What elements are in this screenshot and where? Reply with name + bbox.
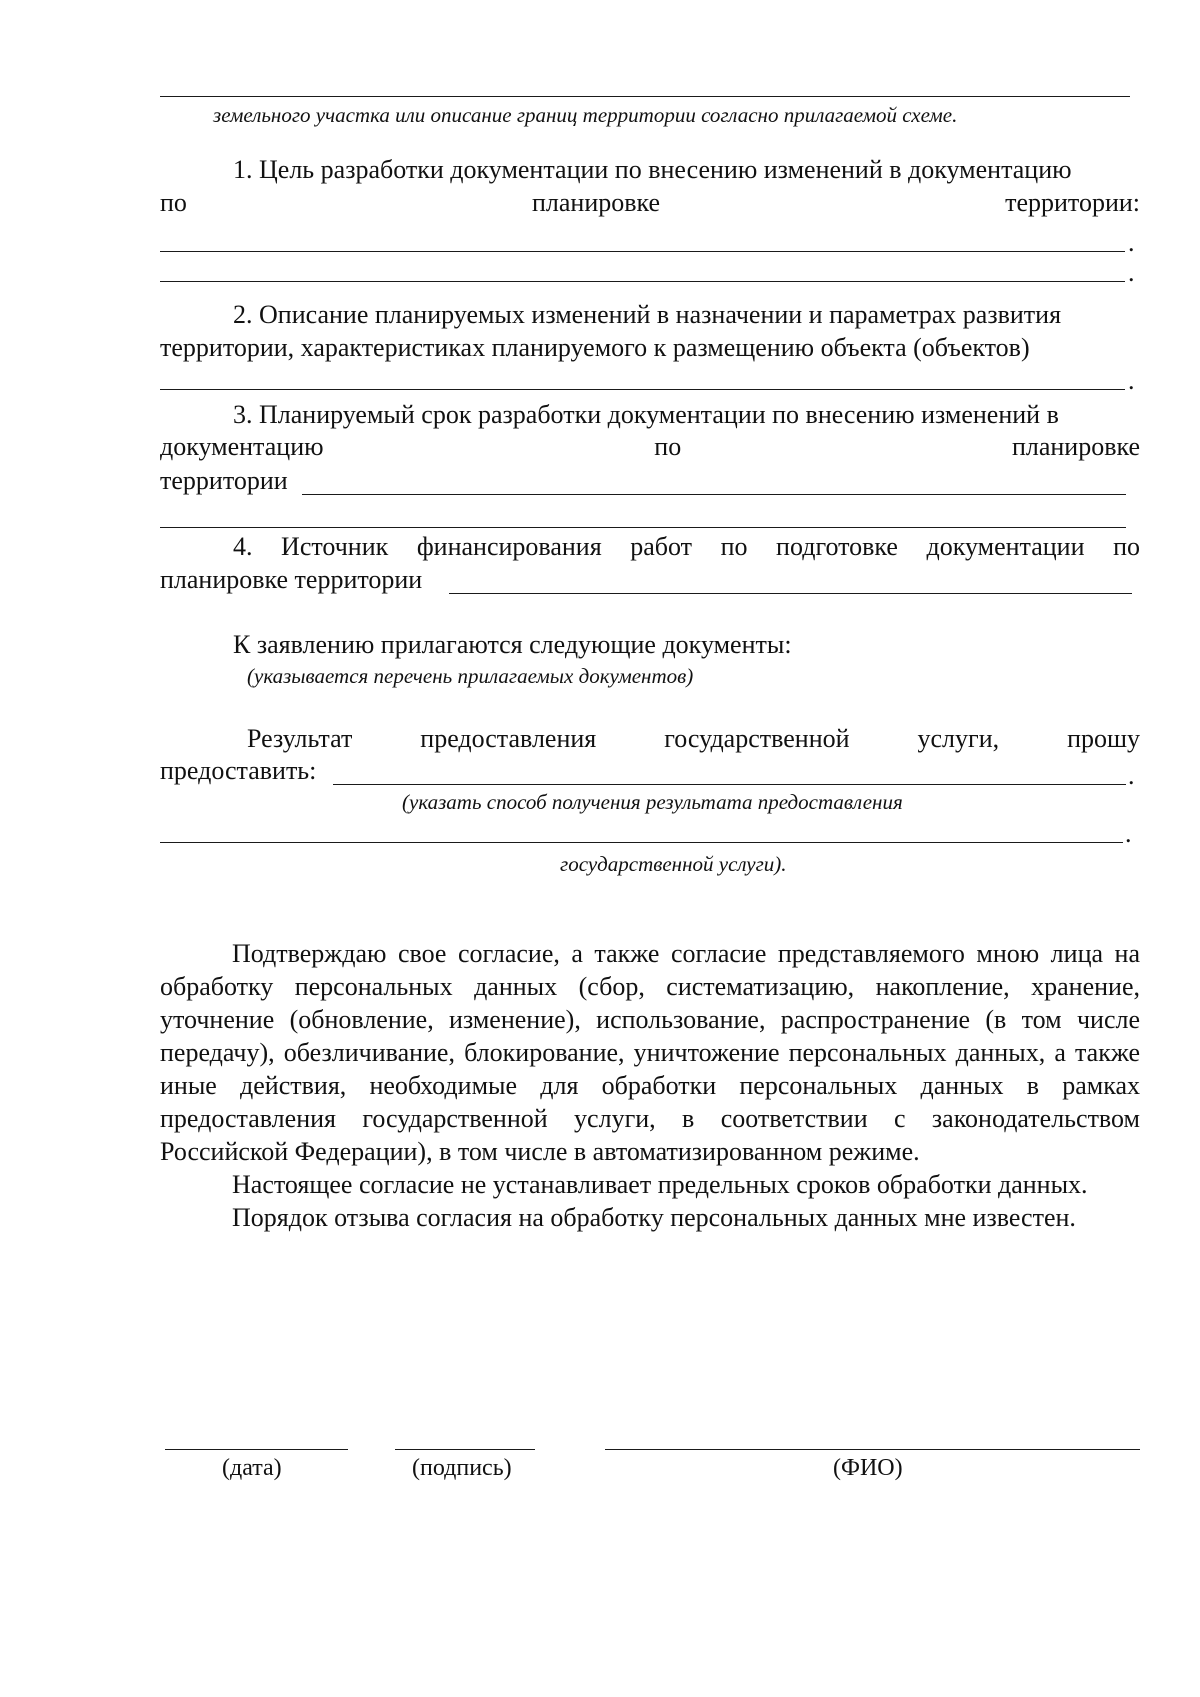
item1-fill-dot-1: .: [1128, 228, 1135, 257]
result-word-4: услуги,: [917, 724, 1000, 753]
result-fill-line-1[interactable]: [333, 784, 1126, 785]
consent-paragraph-1: Подтверждаю свое согласие, а также согласие представляемого мною лица на обработку персональных данных (сбор, систематизацию, накопление, хранение, уточнение (обновление, изменение), использование, распространение (в том числе передачу), обезличивание, блокирование, уничтожение персональных данных, а также иные действия, необходимые для обработки персональных данных в рамках предоставления государственной услуги, в соответствии с законодательством Российской Федерации), в том числе в автоматизированном режиме.: [160, 939, 1140, 1166]
item3-fill-line-2[interactable]: [160, 527, 1126, 528]
fio-caption: (ФИО): [833, 1455, 903, 1481]
header-caption: земельного участка или описание границ территории согласно прилагаемой схеме.: [213, 103, 958, 127]
fio-sign-line[interactable]: [605, 1449, 1140, 1450]
item1-word-3: территории:: [1005, 188, 1140, 217]
item3-word-3: планировке: [1011, 432, 1141, 461]
item1-word-1: по: [160, 188, 187, 217]
consent-paragraph-2: Настоящее согласие не устанавливает предельных сроков обработки данных.: [232, 1170, 1088, 1199]
result-hint-2: государственной услуги).: [560, 852, 787, 876]
top-rule: [160, 96, 1130, 97]
date-sign-line[interactable]: [165, 1449, 348, 1450]
item4-line1: 4. Источник финансирования работ по подготовке документации по: [233, 532, 1140, 561]
item1-word-2: планировке: [531, 188, 661, 217]
signature-sign-line[interactable]: [395, 1449, 535, 1450]
result-fill-line-2[interactable]: [160, 842, 1123, 843]
consent-paragraph-3: Порядок отзыва согласия на обработку персональных данных мне известен.: [232, 1203, 1076, 1232]
result-line2: предоставить:: [160, 756, 317, 785]
item2-line1: 2. Описание планируемых изменений в назначении и параметрах развития: [233, 300, 1062, 329]
item3-word-1: документацию: [160, 432, 324, 461]
attachments-hint: (указывается перечень прилагаемых документов): [247, 664, 694, 688]
item1-line1: 1. Цель разработки документации по внесению изменений в документацию: [233, 155, 1072, 184]
item2-line2: территории, характеристиках планируемого к размещению объекта (объектов): [160, 333, 1030, 362]
item1-fill-dot-2: .: [1128, 258, 1135, 287]
result-hint-1: (указать способ получения результата предоставления: [402, 790, 903, 814]
result-word-2: предоставления: [420, 724, 597, 753]
date-caption: (дата): [222, 1455, 282, 1481]
item4-line2: планировке территории: [160, 565, 423, 594]
result-word-3: государственной: [664, 724, 850, 753]
signature-caption: (подпись): [412, 1455, 512, 1481]
item3-line2: [160, 430, 1140, 463]
item1-fill-line-1[interactable]: [160, 251, 1125, 252]
item3-line1: 3. Планируемый срок разработки документации по внесению изменений в: [233, 400, 1059, 429]
item3-line3: территории: [160, 466, 288, 495]
item2-fill-line[interactable]: [160, 389, 1125, 390]
item1-fill-line-2[interactable]: [160, 281, 1125, 282]
attachments-title: К заявлению прилагаются следующие документы:: [233, 630, 792, 659]
result-line1: [247, 722, 1140, 755]
consent-block: [160, 937, 1140, 1234]
item4-fill-line[interactable]: [449, 593, 1132, 594]
item2-fill-dot: .: [1128, 366, 1135, 395]
item3-word-2: по: [654, 432, 682, 461]
result-fill-dot-2: .: [1125, 819, 1132, 848]
result-word-1: Результат: [247, 724, 353, 753]
item1-line2: [160, 186, 1140, 219]
item3-fill-line-1[interactable]: [302, 494, 1126, 495]
result-fill-dot-1: .: [1128, 761, 1135, 790]
result-word-5: прошу: [1067, 724, 1141, 753]
